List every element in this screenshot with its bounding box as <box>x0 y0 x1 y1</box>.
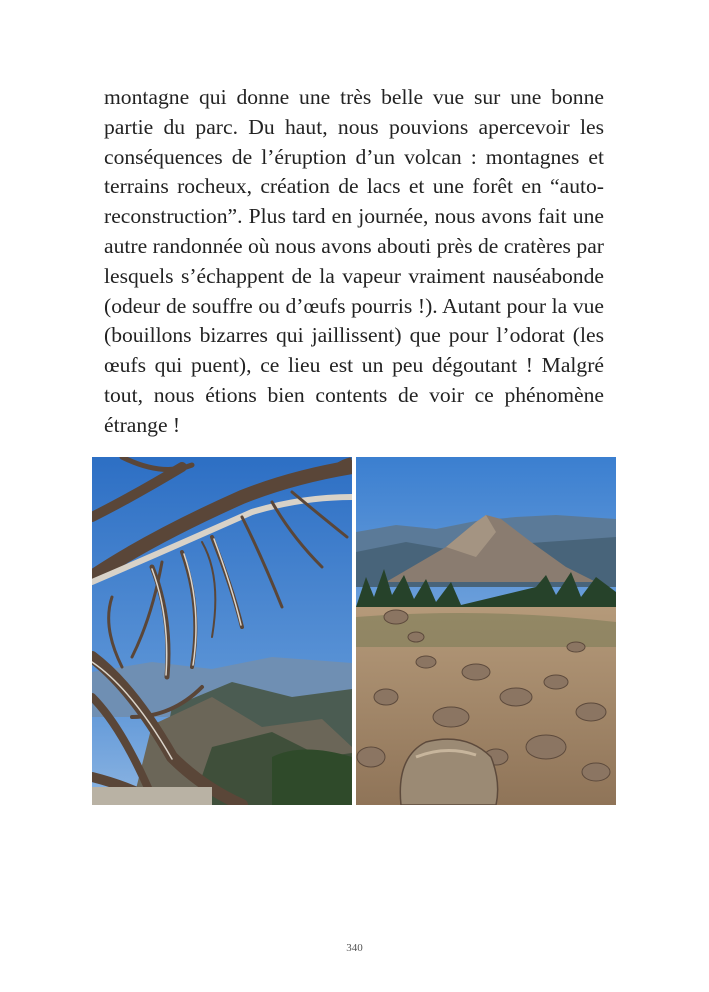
photo-dead-tree-branches <box>92 457 352 805</box>
page-number: 340 <box>346 942 363 954</box>
body-paragraph: montagne qui donne une très belle vue sur une bonne partie du parc. Du haut, nous pouvions apercevoir les conséquences de l’éruption d’un volcan : montagnes et terrains rocheux, création de lacs et une forêt en “auto-reconstruction”. Plus tard en journée, nous avons fait une autre randonnée où nous avons abouti près de cratères par lesquels s’échappent de la vapeur vraiment nauséabonde (odeur de souffre ou d’œufs pourris !). Autant pour la vue (bouillons bizarres qui jaillissent) que pour l’odorat (les œufs qui puent), ce lieu est un peu dégoutant ! Malgré tout, nous étions bien contents de voir ce phénomène étrange ! <box>104 85 604 437</box>
photo-row <box>92 457 616 805</box>
photo-mountain-rocky-field <box>356 457 616 805</box>
